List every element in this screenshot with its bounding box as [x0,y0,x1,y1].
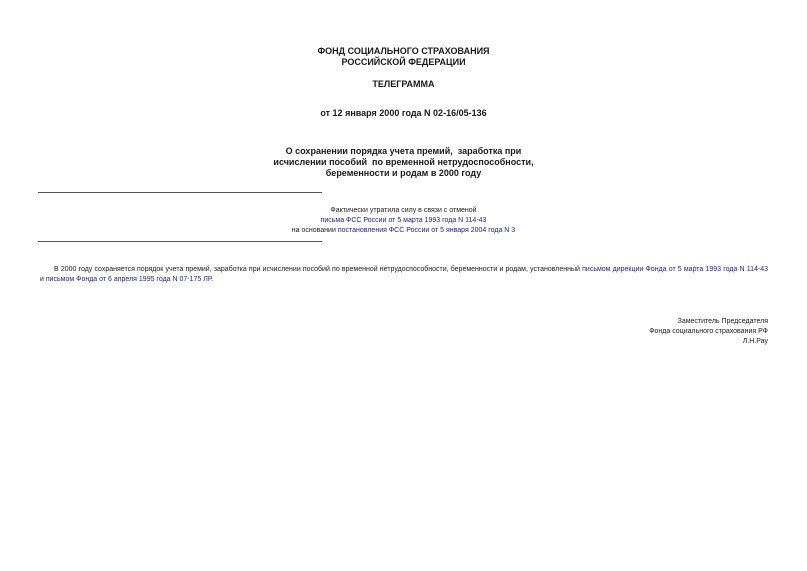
body-paragraph [38,265,768,285]
doc-title-line1: О сохранении порядка учета премий, заработка при [285,146,522,156]
org-name-line2: РОССИЙСКОЙ ФЕДЕРАЦИИ [341,57,466,67]
status-line1: Фактически утратила силу в связи с отменой [330,207,477,214]
body-link-directorate-letter[interactable]: письмом дирекции Фонда от 5 марта 1993 года N 114-43 [582,266,768,273]
signature-position: Заместитель Председателя [677,318,768,325]
status-link-resolution[interactable]: постановления ФСС России от 5 января 2004 года N 3 [337,227,516,234]
doc-title [0,146,807,179]
body-link-fund-letter[interactable]: письмом Фонда от 6 апреля 1995 года N 07-175 ЛР [45,276,212,283]
doc-date-number: от 12 января 2000 года N 02-16/05-136 [320,108,487,118]
doc-title-line3: беременности и родам в 2000 году [325,168,482,178]
signature-name: Л.Н.Рау [742,338,768,345]
signature-organization: Фонда социального страхования РФ [649,328,768,335]
doc-title-line2: исчислении пособий по временной нетрудоспособности, [273,157,534,167]
status-note [0,206,807,236]
status-link-letter[interactable]: письма ФСС России от 5 марта 1993 года N 114-43 [320,217,487,224]
body-text-before: В 2000 году сохраняется порядок учета премий, заработка при исчислении пособий по временной нетрудоспособности, беременности и родам, установленный [54,266,583,273]
body-text-between: и [38,276,46,283]
status-line3-prefix: на основании [291,227,338,234]
divider-bottom [38,241,322,242]
body-text-after: . [211,276,214,283]
divider-top [38,192,322,193]
signature-block [649,317,768,347]
doc-type: ТЕЛЕГРАММА [372,79,435,89]
org-header [0,46,807,68]
org-name-line1: ФОНД СОЦИАЛЬНОГО СТРАХОВАНИЯ [317,46,490,56]
